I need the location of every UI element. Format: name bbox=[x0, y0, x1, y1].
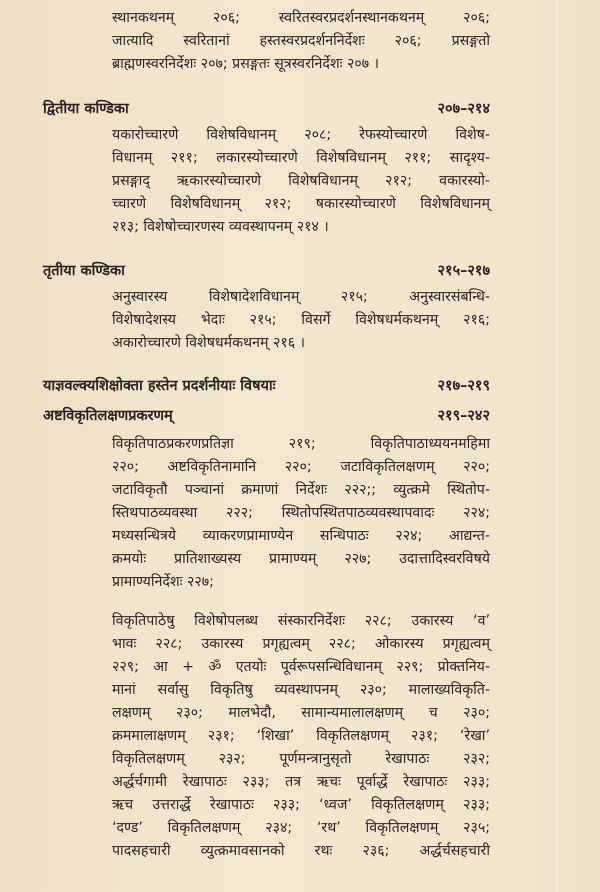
section-title: द्वितीया कण्डिका bbox=[43, 101, 129, 117]
text-line: विधानम् २११; लकारस्योच्चारणे विशेषविधानम् २११; सादृश्य- bbox=[112, 150, 490, 166]
text-line: २२९; आ + ॐ एतयोः पूर्वरूपसन्धिविधानम् २२९; प्रोक्तनिय- bbox=[112, 659, 490, 675]
text-line: पादसहचारी व्युत्क्रमावसानको रथः २३६; अर्द्धर्चसहचारी bbox=[112, 843, 490, 859]
section-page-range: २१९–२४२ bbox=[437, 408, 490, 424]
text-line: अनुस्वारस्य विशेषादेशविधानम् २१५; अनुस्वारसंबन्धि- bbox=[112, 289, 490, 305]
text-line: स्थानकथनम् २०६; स्वरितस्वरप्रदर्शनस्थानकथनम् २०६; bbox=[112, 10, 490, 26]
text-line: मानां सर्वासु विकृतिषु व्यवस्थापनम् २३०; मालाख्यविकृति- bbox=[112, 682, 490, 698]
text-line: विकृतिपाठेषु विशेषोपलब्ध संस्कारनिर्देशः २२८; उकारस्य ‘व’ bbox=[112, 613, 490, 629]
text-line: प्रसङ्गाद् ऋकारस्योच्चारणे विशेषविधानम् २१२; वकारस्यो- bbox=[112, 173, 490, 189]
section-title: याज्ञवल्क्यशिक्षोक्ता हस्तेन प्रदर्शनीयाः विषयाः bbox=[43, 378, 276, 394]
text-line: भावः २२८; उकारस्य प्रगृह्यत्वम् २२८; ओकारस्य प्रगृह्यत्वम् bbox=[112, 636, 490, 652]
section-title: तृतीया कण्डिका bbox=[43, 263, 125, 279]
text-line: जटाविकृतौ पञ्चानां क्रमाणां निर्देशः २२२;; व्युत्क्रमे स्थितोप- bbox=[112, 482, 490, 498]
section-heading-dvitiya-kandika bbox=[43, 97, 490, 121]
section-title: अष्टविकृतिलक्षणप्रकरणम् bbox=[43, 408, 173, 424]
text-line: विकृतिलक्षणम् २३२; पूर्णमन्त्रानुसृतो रेखापाठः २३२; bbox=[112, 751, 490, 767]
intro-entry-text bbox=[112, 7, 490, 76]
text-line: लक्षणम् २३०; मालभेदौ, सामान्यमालालक्षणम् च २३०; bbox=[112, 705, 490, 721]
text-line: क्रममालाक्षणम् २३१; ‘शिखा’ विकृतिलक्षणम् २३१; ‘रेखा’ bbox=[112, 728, 490, 744]
section-heading-tritiya-kandika bbox=[43, 259, 490, 283]
text-line: विकृतिपाठप्रकरणप्रतिज्ञा २१९; विकृतिपाठाध्ययनमहिमा bbox=[112, 436, 490, 452]
section-heading-ashtavikriti bbox=[43, 404, 490, 428]
text-line: यकारोच्चारणे विशेषविधानम् २०८; रेफस्योच्चारणे विशेष- bbox=[112, 127, 490, 143]
text-line: मध्यसन्धित्रये व्याकरणप्रामाण्येन सन्धिपाठः २२४; आद्यन्त- bbox=[112, 528, 490, 544]
text-line: ‘दण्ड’ विकृतिलक्षणम् २३४; ‘रथ’ विकृतिलक्षणम् २३५; bbox=[112, 820, 490, 836]
text-line: जात्यादि स्वरितानां हस्तस्वरप्रदर्शननिर्देशः २०६; प्रसङ्गतो bbox=[112, 33, 490, 49]
section-entry-text bbox=[112, 124, 490, 239]
text-line: अकारोच्चारणे विशेषधर्मकथनम् २१६ । bbox=[112, 335, 305, 351]
text-line: क्रमयोः प्रातिशाख्यस्य प्रामाण्यम् २२७; उदात्तादिस्वरविषये bbox=[112, 551, 490, 567]
text-line: विशेषादेशस्य भेदाः २१५; विसर्गे विशेषधर्मकथनम् २१६; bbox=[112, 312, 490, 328]
text-line: प्रामाण्यनिर्देशः २२७; bbox=[112, 574, 214, 590]
section-paragraph-1 bbox=[112, 433, 490, 594]
text-line: च्चारणे विशेषविधानम् २१२; षकारस्योच्चारणे विशेषविधानम् bbox=[112, 196, 490, 212]
text-line: ऋच उत्तरार्द्धे रेखापाठः २३३; ‘ध्वज’ विकृतिलक्षणम् २३३; bbox=[112, 797, 490, 813]
text-line: २२०; अष्टविकृतिनामानि २२०; जटाविकृतिलक्षणम् २२०; bbox=[112, 459, 490, 475]
text-line: २१३; विशेषोच्चारणस्य व्यवस्थापनम् २१४ । bbox=[112, 219, 329, 235]
text-line: स्तिथपाठव्यवस्था २२२; स्थितोपस्थितपाठव्यवस्थापवादः २२४; bbox=[112, 505, 490, 521]
page-crease bbox=[556, 0, 558, 892]
text-line: अर्द्धर्चगामी रेखापाठः २३३; तत्र ऋचः पूर्वार्द्धे रेखापाठः २३३; bbox=[112, 774, 490, 790]
section-page-range: २०७–२१४ bbox=[437, 101, 490, 117]
section-entry-text bbox=[112, 286, 490, 355]
section-heading-yajnavalkya bbox=[43, 374, 490, 398]
section-page-range: २१५–२१७ bbox=[437, 263, 490, 279]
text-line: ब्राह्मणस्वरनिर्देशः २०७; प्रसङ्गतः सूत्रस्वरनिर्देशः २०७ । bbox=[112, 56, 379, 72]
section-paragraph-2 bbox=[112, 610, 490, 863]
section-page-range: २१७–२१९ bbox=[437, 378, 490, 394]
